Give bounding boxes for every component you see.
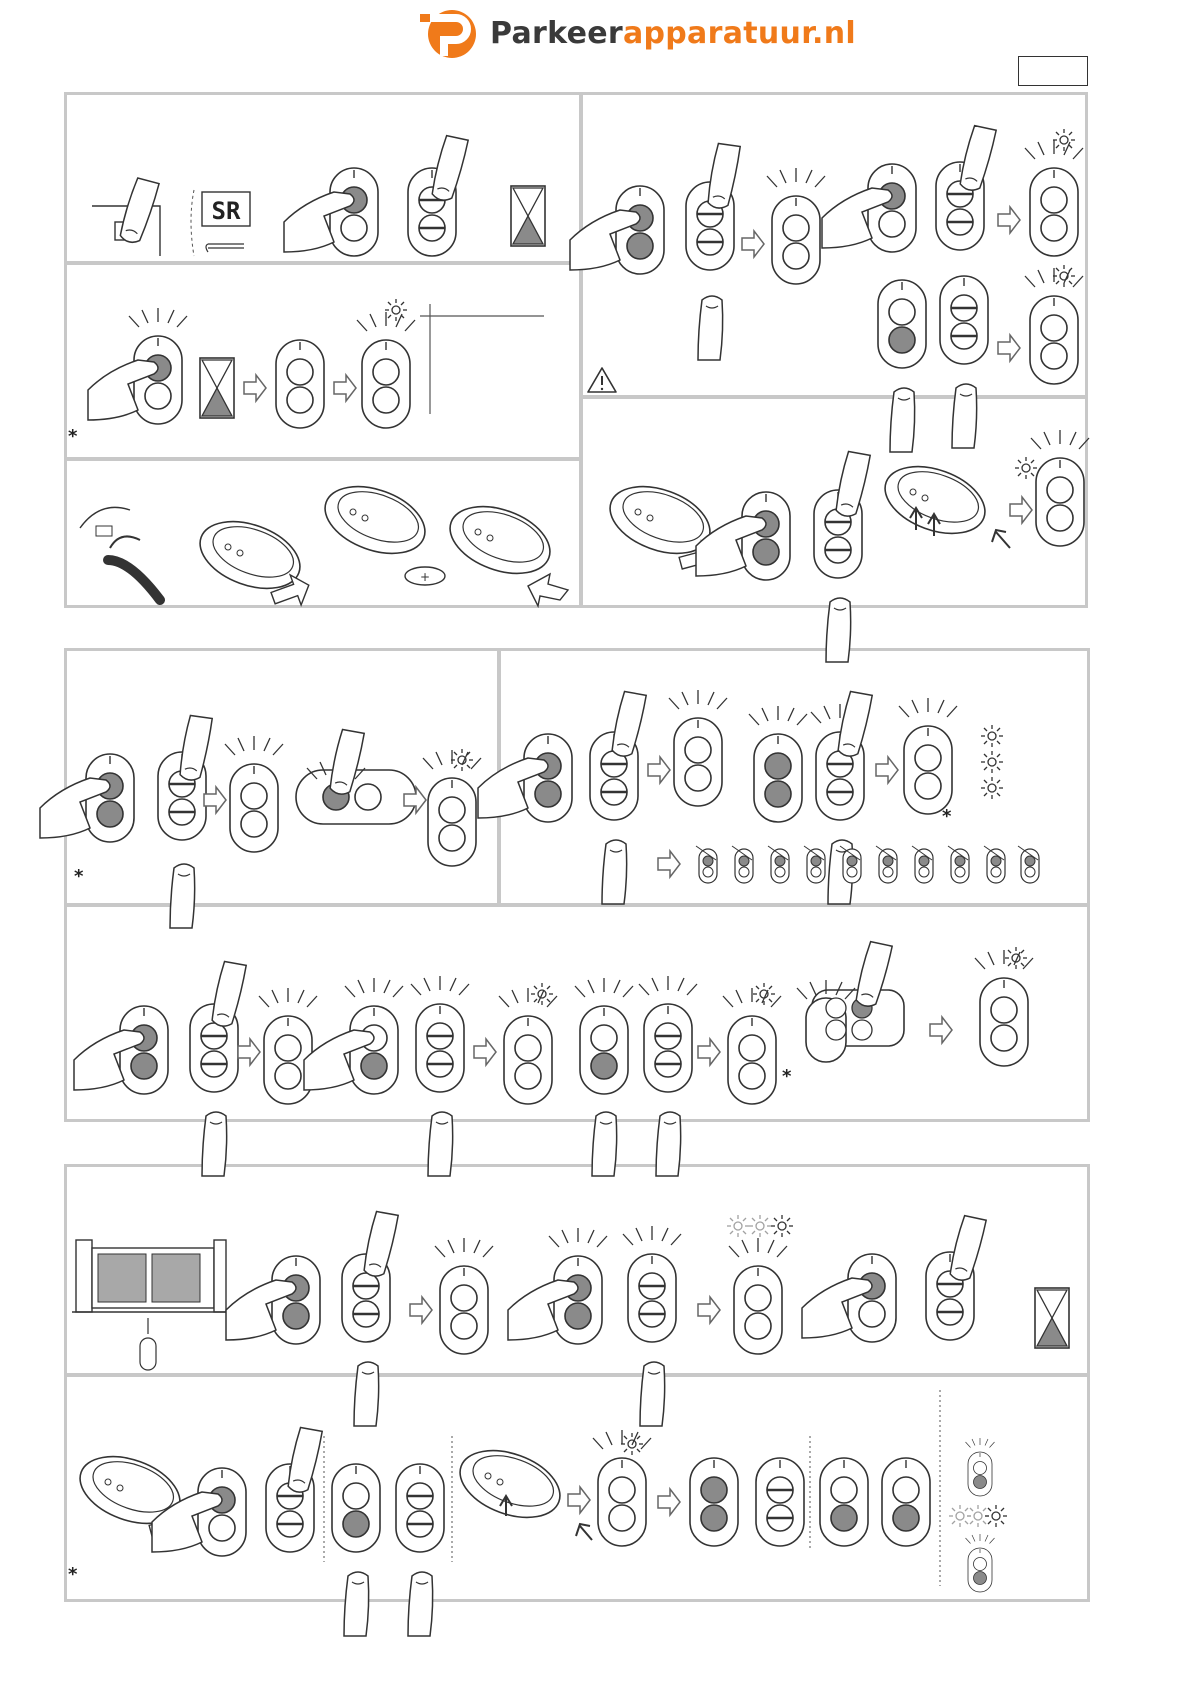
footnote-marker: * [782, 1066, 792, 1087]
footnote-marker: * [68, 426, 78, 447]
footnote-marker: * [942, 806, 952, 827]
battery-replace-illustration [80, 474, 568, 613]
svg-text:+: + [419, 570, 431, 584]
warning-icon [588, 368, 616, 392]
footnote-marker: * [68, 1564, 78, 1585]
footnote-marker: * [74, 866, 84, 887]
display-code: SR [211, 197, 241, 225]
brand-name-part2: apparatuur.nl [622, 15, 856, 51]
gate-illustration [72, 1240, 230, 1370]
remote-landscape [296, 729, 416, 824]
brand-name-part1: Parkeer [490, 15, 623, 51]
remote-four-button [797, 941, 904, 1062]
